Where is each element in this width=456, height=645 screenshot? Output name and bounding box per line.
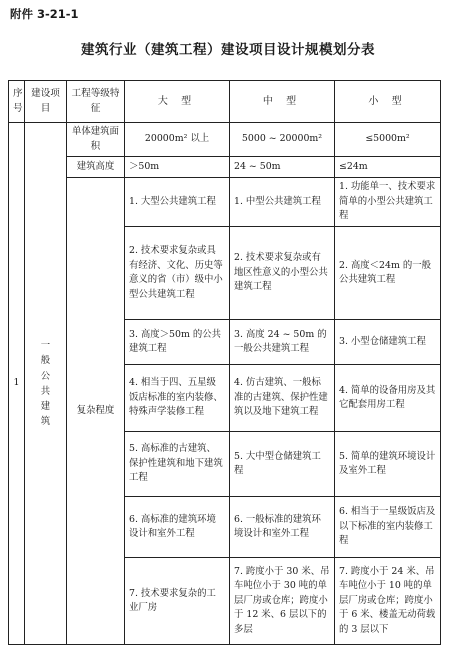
complexity-small-cell: 3. 小型仓储建筑工程 <box>335 320 441 365</box>
complexity-large-cell: 7. 技术要求复杂的工业厂房 <box>125 558 230 645</box>
complexity-small-cell: 1. 功能单一、技术要求简单的小型公共建筑工程 <box>335 178 441 227</box>
table-header-row <box>9 81 441 123</box>
complexity-medium-cell: 4. 仿古建筑、一般标准的古建筑、保护性建筑以及地下建筑工程 <box>230 365 335 432</box>
area-medium: 5000 ~ 20000m² <box>230 123 335 157</box>
design-scale-table <box>8 80 441 645</box>
complexity-small-cell: 4. 简单的设备用房及其它配套用房工程 <box>335 365 441 432</box>
table-row-height <box>9 157 441 178</box>
category-char: 公 <box>40 370 51 382</box>
category-cell <box>25 123 67 645</box>
complexity-label: 复杂程度 <box>67 178 125 645</box>
document-title: 建筑行业（建筑工程）建设项目设计规模划分表 <box>81 42 375 58</box>
height-large: ＞50m <box>125 157 230 178</box>
category-char: 一 <box>40 340 51 352</box>
complexity-medium-cell: 1. 中型公共建筑工程 <box>230 178 335 227</box>
category-char: 筑 <box>40 415 51 427</box>
complexity-medium-cell: 6. 一般标准的建筑环境设计和室外工程 <box>230 497 335 558</box>
complexity-small-cell: 2. 高度＜24m 的一般公共建筑工程 <box>335 227 441 320</box>
header-medium: 中 型 <box>230 81 335 123</box>
header-index: 序号 <box>9 81 25 123</box>
header-large: 大 型 <box>125 81 230 123</box>
complexity-large-cell: 4. 相当于四、五星级饭店标准的室内装修、特殊声学装修工程 <box>125 365 230 432</box>
category-char: 般 <box>40 355 51 367</box>
complexity-large-cell: 2. 技术要求复杂或具有经济、文化、历史等意义的省（市）级中小型公共建筑工程 <box>125 227 230 320</box>
table-row <box>9 178 441 227</box>
height-label: 建筑高度 <box>67 157 125 178</box>
area-small: ≤5000m² <box>335 123 441 157</box>
height-medium: 24 ~ 50m <box>230 157 335 178</box>
complexity-medium-cell: 3. 高度 24 ~ 50m 的一般公共建筑工程 <box>230 320 335 365</box>
complexity-medium-cell: 7. 跨度小于 30 米、吊车吨位小于 30 吨的单层厂房或仓库；跨度小于 12 米、6 层以下的多层 <box>230 558 335 645</box>
area-large: 20000m² 以上 <box>125 123 230 157</box>
complexity-large-cell: 5. 高标准的古建筑、保护性建筑和地下建筑工程 <box>125 432 230 497</box>
header-feature: 工程等级特征 <box>67 81 125 123</box>
height-small: ≤24m <box>335 157 441 178</box>
table-row-area <box>9 123 441 157</box>
complexity-large-cell: 6. 高标准的建筑环境设计和室外工程 <box>125 497 230 558</box>
complexity-small-cell: 5. 简单的建筑环境设计及室外工程 <box>335 432 441 497</box>
header-project: 建设项目 <box>25 81 67 123</box>
complexity-medium-cell: 5. 大中型仓储建筑工程 <box>230 432 335 497</box>
complexity-large-cell: 3. 高度＞50m 的公共建筑工程 <box>125 320 230 365</box>
annex-label: 附件 3-21-1 <box>10 7 79 21</box>
header-small: 小 型 <box>335 81 441 123</box>
complexity-medium-cell: 2. 技术要求复杂或有地区性意义的小型公共建筑工程 <box>230 227 335 320</box>
area-label: 单体建筑面积 <box>67 123 125 157</box>
row-index-cell: 1 <box>9 123 25 645</box>
complexity-small-cell: 6. 相当于一星级饭店及以下标准的室内装修工程 <box>335 497 441 558</box>
category-char: 共 <box>40 385 51 397</box>
category-char: 建 <box>40 400 51 412</box>
complexity-small-cell: 7. 跨度小于 24 米、吊车吨位小于 10 吨的单层厂房或仓库；跨度小于 6 米、楼盖无动荷载的 3 层以下 <box>335 558 441 645</box>
complexity-large-cell: 1. 大型公共建筑工程 <box>125 178 230 227</box>
